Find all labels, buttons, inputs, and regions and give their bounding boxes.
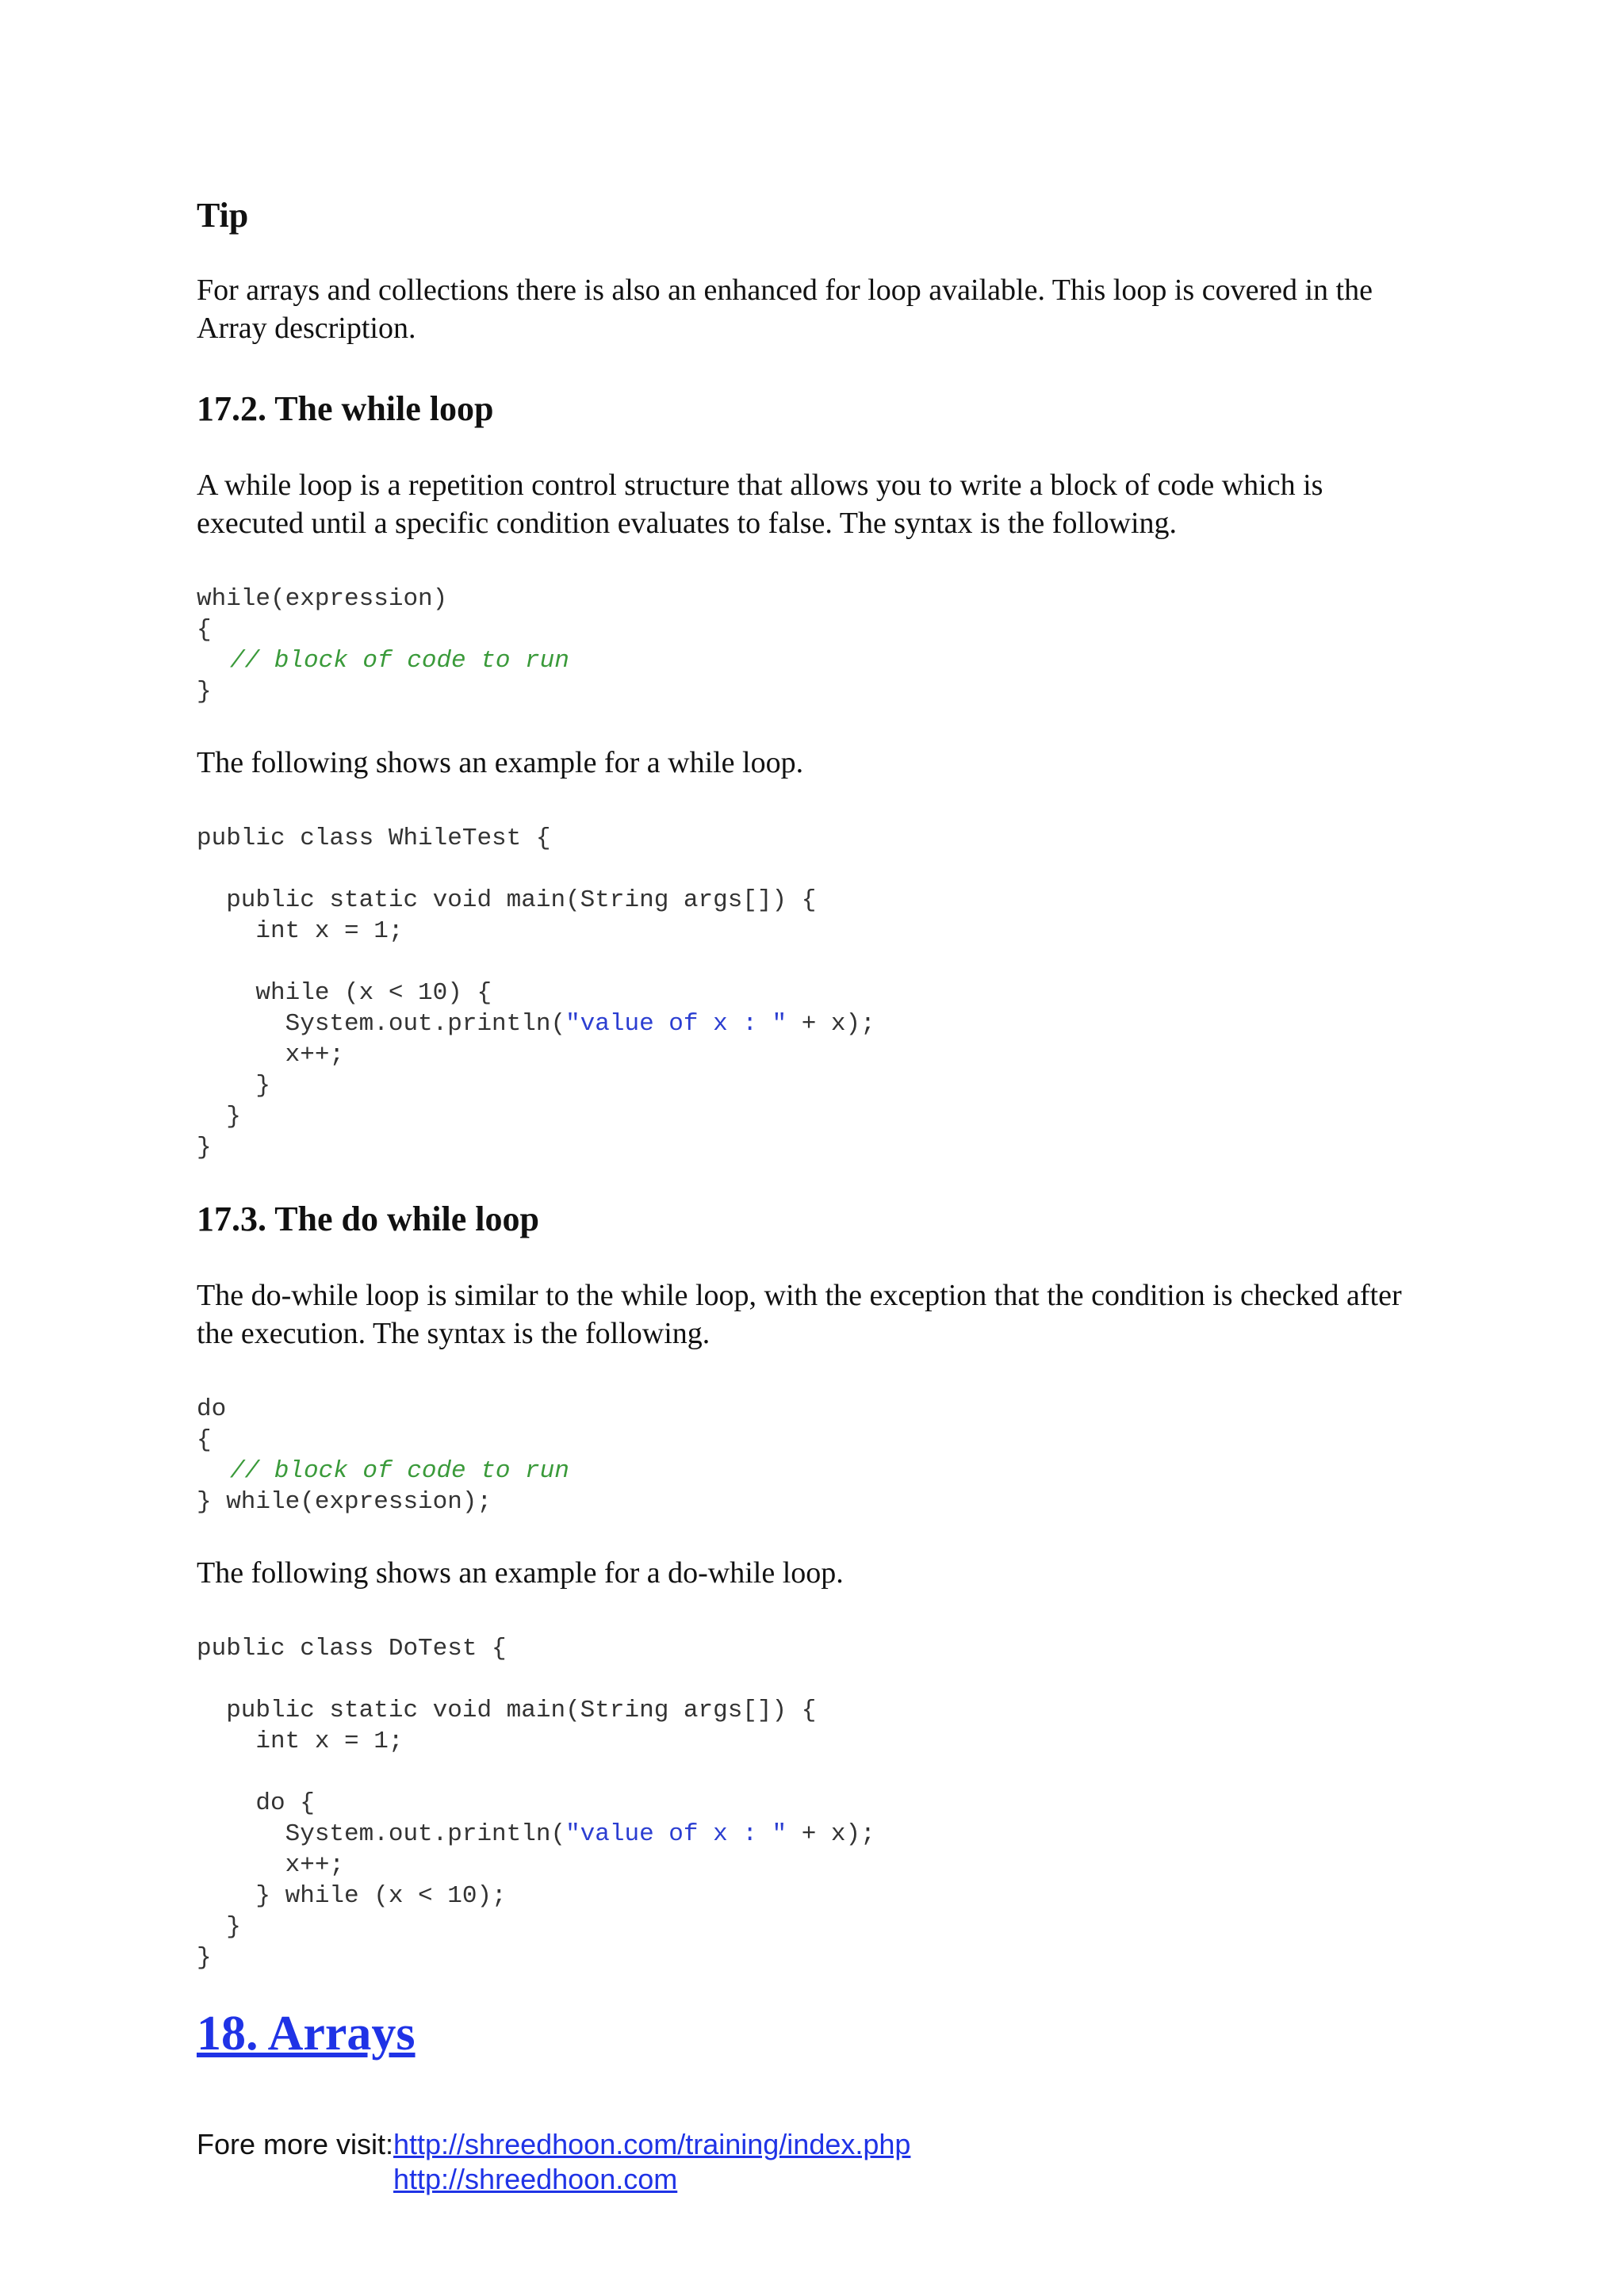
- do-syntax-line: } while(expression);: [197, 1488, 492, 1516]
- code-line: [197, 1819, 875, 1850]
- do-while-intro: The do-while loop is similar to the while loop, with the exception that the condition is checked after the execution. The syntax is the following.: [197, 1279, 1402, 1350]
- footer-link-home[interactable]: http://shreedhoon.com: [393, 2163, 678, 2195]
- code-line: public class DoTest {: [197, 1635, 507, 1663]
- do-while-heading: 17.3. The do while loop: [197, 1200, 539, 1238]
- code-line: }: [197, 1913, 241, 1941]
- code-segment: System.out.println(: [197, 1010, 566, 1038]
- code-line: int x = 1;: [197, 917, 404, 945]
- arrays-heading-link[interactable]: 18. Arrays: [197, 2007, 416, 2061]
- code-line: while (x < 10) {: [197, 979, 492, 1007]
- code-line: }: [197, 1134, 212, 1161]
- while-example-intro: The following shows an example for a while loop.: [197, 746, 804, 779]
- while-intro: A while loop is a repetition control structure that allows you to write a block of code which is executed until a specific condition evaluates to false. The syntax is the following.: [197, 469, 1323, 540]
- code-line: }: [197, 1103, 241, 1131]
- code-line: }: [197, 1072, 271, 1100]
- while-heading: 17.2. The while loop: [197, 389, 494, 428]
- while-syntax-comment: // block of code to run: [230, 647, 569, 675]
- do-syntax-comment: // block of code to run: [230, 1457, 569, 1485]
- code-line: } while (x < 10);: [197, 1882, 507, 1910]
- code-line: int x = 1;: [197, 1728, 404, 1755]
- code-line: public static void main(String args[]) {: [197, 886, 817, 914]
- footer-link-training[interactable]: http://shreedhoon.com/training/index.php: [393, 2128, 911, 2160]
- code-line: public static void main(String args[]) {: [197, 1697, 817, 1724]
- code-segment: + x);: [787, 1820, 875, 1848]
- while-syntax-line: }: [197, 678, 212, 706]
- do-syntax-line: do: [197, 1395, 227, 1423]
- footer-label: Fore more visit:: [197, 2128, 394, 2160]
- code-line: x++;: [197, 1851, 345, 1879]
- while-syntax-line: {: [197, 616, 212, 644]
- code-line: x++;: [197, 1041, 345, 1069]
- code-segment: System.out.println(: [197, 1820, 566, 1848]
- do-syntax-line: {: [197, 1426, 212, 1454]
- code-line: do {: [197, 1789, 315, 1817]
- do-example-intro: The following shows an example for a do-while loop.: [197, 1556, 844, 1590]
- code-line: [197, 1008, 875, 1039]
- string-literal: "value of x : ": [565, 1010, 787, 1038]
- tip-heading: Tip: [197, 196, 249, 235]
- while-syntax-line: while(expression): [197, 585, 448, 613]
- code-line: }: [197, 1944, 212, 1972]
- string-literal: "value of x : ": [565, 1820, 787, 1848]
- code-line: public class WhileTest {: [197, 825, 551, 852]
- tip-text: For arrays and collections there is also an enhanced for loop available. This loop is covered in the Array description.: [197, 274, 1373, 345]
- code-segment: + x);: [787, 1010, 875, 1038]
